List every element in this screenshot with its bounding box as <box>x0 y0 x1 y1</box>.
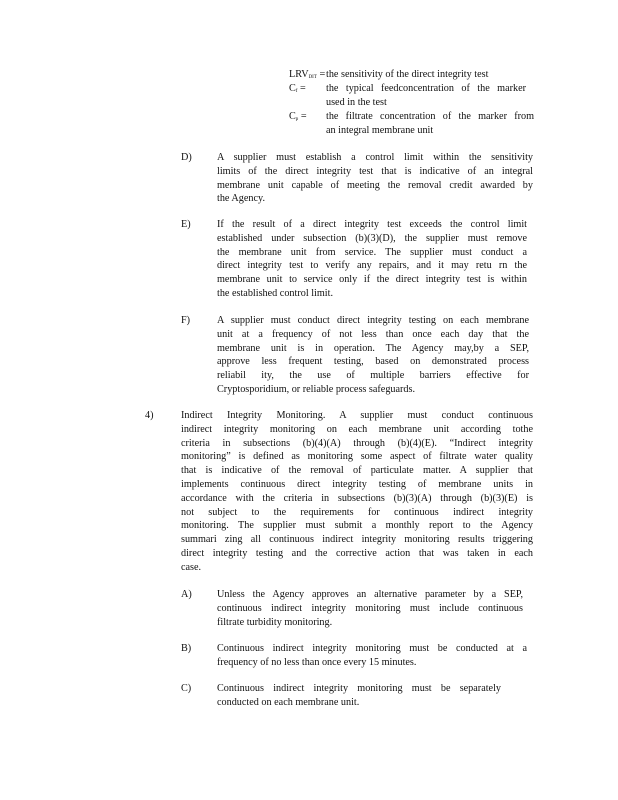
definition-symbol: $C_f$ = <box>289 83 306 94</box>
item-label: C) <box>181 683 192 694</box>
item-text: Unless the Agency approves an alternative parameter by a SEP, continuous indirect integrity monitoring must include continuous filtrate turbidity monitoring. <box>217 589 523 628</box>
item-text: Continuous indirect integrity monitoring must be separately conducted on each membrane unit. <box>217 683 501 708</box>
item-label: 4) <box>145 410 154 421</box>
item-text: If the result of a direct integrity test exceeds the control limit established under subsection (b)(3)(D), the supplier must remove the membrane unit from service. The supplier must conduct a direct integrity test to verify any repairs, and it may retu rn the membrane unit to service only if the direct integrity test is within the established control limit. <box>217 219 527 299</box>
item-text: Indirect Integrity Monitoring. A supplier must conduct continuous indirect integrity monitoring on each membrane unit according tothe criteria in subsections (b)(4)(A) through (b)(4)(E). “Indirect integrity monitoring” is defined as monitoring some aspect of filtrate water quality that is indicative of the removal of particulate matter. A supplier that implements continuous direct integrity testing of membrane units in accordance with the criteria in subsections (b)(3)(A) through (b)(3)(E) is not subject to the requirements for continuous indirect integrity monitoring. The supplier must submit a monthly report to the Agency summari zing all continuous indirect integrity monitoring results triggering direct integrity testing and the corrective action that was taken in each case. <box>181 410 533 573</box>
definition-symbol: $LRV_{DIT}$ = <box>289 69 326 80</box>
item-text: A supplier must establish a control limit within the sensitivity limits of the direct integrity test that is indicative of an integral membrane unit capable of meeting the removal credit awarded by the Agency. <box>217 152 533 205</box>
definition-text: the typical feedconcentration of the marker used in the test <box>326 83 526 108</box>
definition-text: the sensitivity of the direct integrity test <box>326 69 489 80</box>
item-text: A supplier must conduct direct integrity testing on each membrane unit at a frequency of not less than once each day that the membrane unit is in operation. The Agency may,by a SEP, approve less frequent testing, based on demonstrated process reliabil ity, the use of multiple barriers effective for Cryptosporidium, or reliable process safeguards. <box>217 315 529 395</box>
item-label: E) <box>181 219 191 230</box>
item-text: Continuous indirect integrity monitoring must be conducted at a frequency of no less than once every 15 minutes. <box>217 643 527 668</box>
definition-symbol: $C_p$ = <box>289 111 307 122</box>
definition-text: the filtrate concentration of the marker from an integral membrane unit <box>326 111 534 136</box>
item-label: B) <box>181 643 192 654</box>
item-label: F) <box>181 315 191 326</box>
item-label: D) <box>181 152 192 163</box>
item-label: A) <box>181 589 192 600</box>
